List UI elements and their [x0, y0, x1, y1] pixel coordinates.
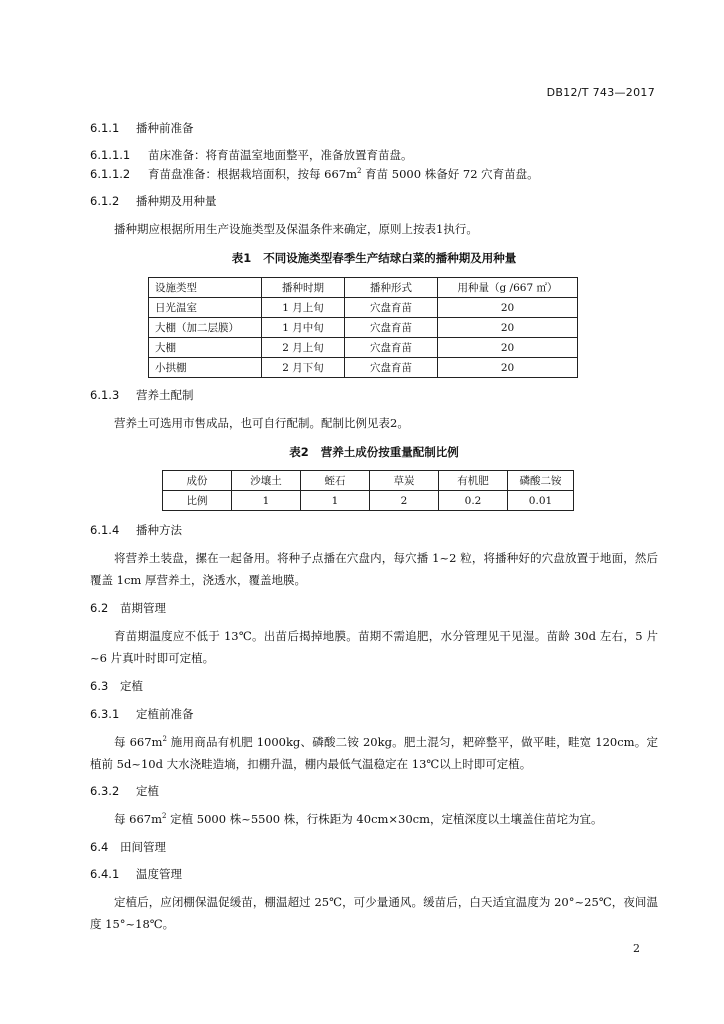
section-number: 6.1.3	[90, 388, 120, 402]
table-row	[149, 338, 578, 358]
table-header-cell: 蛭石	[301, 471, 370, 491]
page-number: 2	[633, 942, 640, 955]
section-title: 播种期及用种量	[136, 194, 217, 208]
heading-6-3-1	[90, 703, 658, 725]
section-number: 6.3.1	[90, 707, 120, 721]
clause-text: 苗床准备：将育苗温室地面整平，准备放置育苗盘。	[148, 148, 413, 162]
paragraph-6-3-1	[90, 731, 658, 775]
table-header-cell: 用种量（g /667 ㎡）	[438, 278, 578, 298]
table-cell: 20	[438, 358, 578, 378]
paragraph-text-b: 定植 5000 株~5500 株，行株距为 40cm×30cm，定植深度以土壤盖住苗坨为宜。	[166, 812, 603, 826]
table-cell: 2 月上旬	[262, 338, 345, 358]
section-title: 定植前准备	[136, 707, 194, 721]
table1-caption-text: 不同设施类型春季生产结球白菜的播种期及用种量	[263, 251, 517, 265]
paragraph-6-1-3: 营养土可选用市售成品，也可自行配制。配制比例见表2。	[114, 416, 409, 430]
table-cell: 1	[301, 491, 370, 511]
superscript: 2	[162, 735, 167, 744]
paragraph-6-3-2	[90, 808, 658, 830]
table-cell: 0.2	[439, 491, 508, 511]
heading-6-3-2	[90, 780, 658, 802]
table-cell: 20	[438, 298, 578, 318]
heading-6-2	[90, 597, 658, 619]
section-title: 播种方法	[136, 523, 182, 537]
clause-number: 6.1.1.1	[90, 148, 131, 162]
table-header-cell: 磷酸二铵	[508, 471, 574, 491]
table-cell: 1	[232, 491, 301, 511]
table-header-cell: 草炭	[370, 471, 439, 491]
section-title: 定植	[136, 784, 159, 798]
table-header-cell: 播种形式	[345, 278, 438, 298]
table-cell: 大棚（加二层膜）	[149, 318, 262, 338]
table-cell: 比例	[163, 491, 232, 511]
table-cell: 大棚	[149, 338, 262, 358]
heading-6-1-3	[90, 384, 658, 406]
superscript: 2	[357, 167, 362, 176]
section-title: 苗期管理	[120, 601, 166, 615]
section-number: 6.1.4	[90, 523, 120, 537]
superscript: 2	[162, 812, 167, 821]
table-cell: 20	[438, 318, 578, 338]
table-header-cell: 设施类型	[149, 278, 262, 298]
paragraph-text-a: 每 667m	[114, 812, 163, 826]
section-number: 6.3	[90, 679, 109, 693]
paragraph-6-1-2: 播种期应根据所用生产设施类型及保温条件来确定，原则上按表1执行。	[114, 222, 478, 236]
table-header-cell: 沙壤土	[232, 471, 301, 491]
section-number: 6.1.2	[90, 194, 120, 208]
table-cell: 日光温室	[149, 298, 262, 318]
section-number: 6.4.1	[90, 867, 120, 881]
section-number: 6.1.1	[90, 121, 120, 135]
table-cell: 1 月上旬	[262, 298, 345, 318]
table-2	[162, 470, 574, 511]
table-cell: 小拱棚	[149, 358, 262, 378]
clause-6-1-1-2	[90, 163, 658, 185]
table-cell: 1 月中旬	[262, 318, 345, 338]
table2-caption-text: 营养土成份按重量配制比例	[320, 445, 459, 459]
section-title: 定植	[120, 679, 143, 693]
table-header-cell: 成份	[163, 471, 232, 491]
table-cell: 20	[438, 338, 578, 358]
table-cell: 穴盘育苗	[345, 318, 438, 338]
paragraph-text-a: 每 667m	[114, 735, 163, 749]
section-title: 温度管理	[136, 867, 182, 881]
heading-6-1-2	[90, 190, 658, 212]
section-number: 6.2	[90, 601, 109, 615]
heading-6-4	[90, 836, 658, 858]
table-cell: 0.01	[508, 491, 574, 511]
table-cell: 穴盘育苗	[345, 358, 438, 378]
paragraph-6-4-1: 定植后，应闭棚保温促缓苗，棚温超过 25℃，可少量通风。缓苗后，白天适宜温度为 20°~25℃，夜间温度 15°~18℃。	[90, 895, 658, 931]
table-row	[149, 358, 578, 378]
table-cell: 2 月下旬	[262, 358, 345, 378]
table2-caption	[90, 441, 658, 463]
standard-code: DB12/T 743—2017	[546, 86, 655, 99]
table-row	[163, 491, 574, 511]
section-number: 6.3.2	[90, 784, 120, 798]
table-1	[148, 277, 578, 378]
clause-text-b: 育苗 5000 株备好 72 穴育苗盘。	[361, 167, 539, 181]
clause-text-a: 育苗盘准备：根据栽培面积，按每 667m	[148, 167, 358, 181]
table-row	[149, 318, 578, 338]
table1-caption	[90, 247, 658, 269]
heading-6-4-1	[90, 863, 658, 885]
table-header-row	[149, 278, 578, 298]
table-header-row	[163, 471, 574, 491]
paragraph-6-1-4: 将营养土装盘，摞在一起备用。将种子点播在穴盘内，每穴播 1~2 粒，将播种好的穴盘放置于地面，然后覆盖 1cm 厚营养土，浇透水，覆盖地膜。	[90, 551, 658, 587]
table-header-cell: 有机肥	[439, 471, 508, 491]
heading-6-1-4	[90, 519, 658, 541]
heading-6-1-1	[90, 117, 658, 139]
heading-6-3	[90, 675, 658, 697]
section-number: 6.4	[90, 840, 109, 854]
table-cell: 穴盘育苗	[345, 298, 438, 318]
paragraph-6-2: 育苗期温度应不低于 13℃。出苗后揭掉地膜。苗期不需追肥，水分管理见干见湿。苗龄 30d 左右，5 片~6 片真叶时即可定植。	[90, 629, 658, 665]
table-cell: 2	[370, 491, 439, 511]
table-header-cell: 播种时期	[262, 278, 345, 298]
table-row	[149, 298, 578, 318]
table1-caption-number: 表1	[231, 251, 252, 265]
section-title: 田间管理	[120, 840, 166, 854]
clause-number: 6.1.1.2	[90, 167, 131, 181]
table-cell: 穴盘育苗	[345, 338, 438, 358]
section-title: 播种前准备	[136, 121, 194, 135]
section-title: 营养土配制	[136, 388, 194, 402]
paragraph-text-b: 施用商品有机肥 1000kg、磷酸二铵 20kg。肥土混匀，耙碎整平，做平畦，畦宽 120cm。定植前 5d~10d 大水浇畦造墒，扣棚升温，棚内最低气温稳定在 13℃以上时即可定植。	[90, 735, 658, 771]
table2-caption-number: 表2	[289, 445, 309, 459]
